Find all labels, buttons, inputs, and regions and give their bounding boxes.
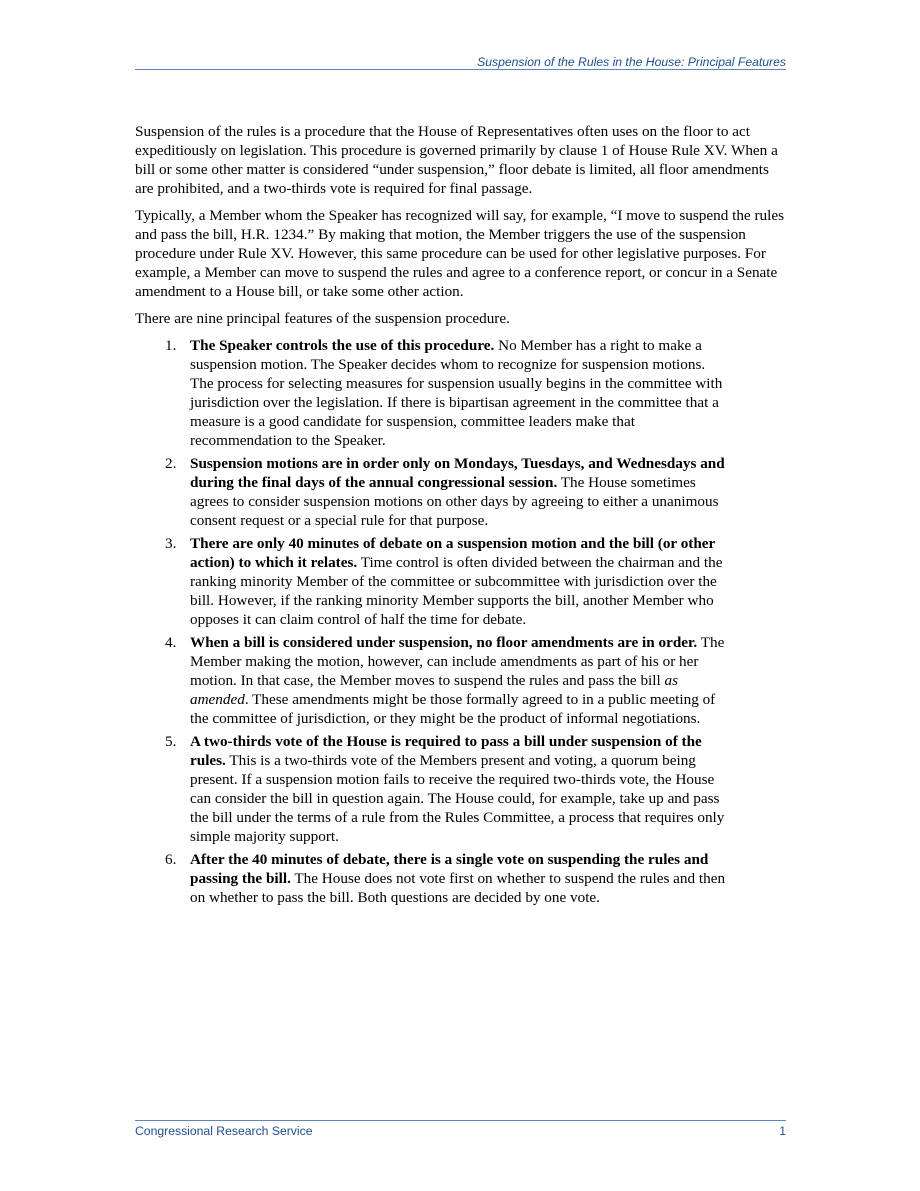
feature-number: 3. (165, 535, 177, 552)
page-number: 1 (779, 1124, 786, 1138)
feature-number: 1. (165, 337, 177, 354)
feature-lead: Suspension motions are in order only on Mondays, Tuesdays, and Wednesdays and during the final days of the annual congressional session. (190, 455, 725, 491)
feature-lead: The Speaker controls the use of this procedure. (190, 337, 495, 354)
feature-item-3 (165, 534, 730, 629)
feature-lead: A two-thirds vote of the House is required to pass a bill under suspension of the rules. (190, 733, 702, 769)
feature-text: Time control is often divided between the chairman and the ranking minority Member of the committee or subcommittee with jurisdiction over the bill. However, if the ranking minority Member supports the bill, another Member who opposes it can claim control of half the time for debate. (190, 554, 723, 628)
feature-lead: After the 40 minutes of debate, there is a single vote on suspending the rules and passing the bill. (190, 851, 709, 887)
features-intro-paragraph: There are nine principal features of the suspension procedure. (135, 310, 510, 327)
feature-item-5 (165, 732, 730, 846)
feature-number: 5. (165, 733, 177, 750)
feature-lead: When a bill is considered under suspension, no floor amendments are in order. (190, 634, 698, 651)
page-footer (135, 1123, 786, 1139)
feature-text: This is a two-thirds vote of the Members present and voting, a quorum being present. If a suspension motion fails to receive the required two-thirds vote, the House can consider the bill in question again. The House could, for example, take up and pass the bill under the terms of a rule from the Rules Committee, a process that requires only simple majority support. (190, 752, 725, 845)
feature-number: 4. (165, 634, 177, 651)
feature-text: The House sometimes agrees to consider suspension motions on other days by agreeing to either a unanimous consent request or a special rule for that purpose. (190, 474, 719, 529)
feature-item-2 (165, 454, 730, 530)
feature-text: No Member has a right to make a suspension motion. The Speaker decides whom to recognize for suspension motions. The process for selecting measures for suspension usually begins in the committee with jurisdiction over the legislation. If there is bipartisan agreement in the committee that a measure is a good candidate for suspension, committee leaders make that recommendation to the Speaker. (190, 337, 723, 449)
feature-item-1 (165, 336, 730, 450)
motion-paragraph: Typically, a Member whom the Speaker has recognized will say, for example, “I move to suspend the rules and pass the bill, H.R. 1234.” By making that motion, the Member triggers the use of the suspension procedure under Rule XV. However, this same procedure can be used for other legislative purposes. For example, a Member can move to suspend the rules and agree to a conference report, or concur in a Senate amendment to a House bill, or take some other action. (135, 207, 784, 300)
feature-text: The Member making the motion, however, can include amendments as part of his or her motion. In that case, the Member moves to suspend the rules and pass the bill (190, 634, 725, 689)
feature-list (135, 336, 787, 907)
feature-number: 2. (165, 455, 177, 472)
footer-divider (135, 1120, 786, 1121)
feature-item-4 (165, 633, 730, 728)
document-body (135, 122, 787, 911)
feature-number: 6. (165, 851, 177, 868)
intro-paragraph: Suspension of the rules is a procedure that the House of Representatives often uses on the floor to act expeditiously on legislation. This procedure is governed primarily by clause 1 of House Rule XV. When a bill or some other matter is considered “under suspension,” floor debate is limited, all floor amendments are prohibited, and a two-thirds vote is required for final passage. (135, 123, 778, 197)
feature-text: The House does not vote first on whether to suspend the rules and then on whether to pass the bill. Both questions are decided by one vote. (190, 870, 726, 906)
feature-lead: There are only 40 minutes of debate on a suspension motion and the bill (or other action) to which it relates. (190, 535, 715, 571)
running-header: Suspension of the Rules in the House: Principal Features (477, 55, 786, 69)
header-divider (135, 69, 786, 70)
footer-organization: Congressional Research Service (135, 1124, 313, 1138)
feature-text-after: . These amendments might be those formally agreed to in a public meeting of the committee of jurisdiction, or they might be the product of informal negotiations. (190, 691, 716, 727)
feature-item-6 (165, 850, 730, 907)
feature-italic-text: as amended (190, 672, 679, 708)
